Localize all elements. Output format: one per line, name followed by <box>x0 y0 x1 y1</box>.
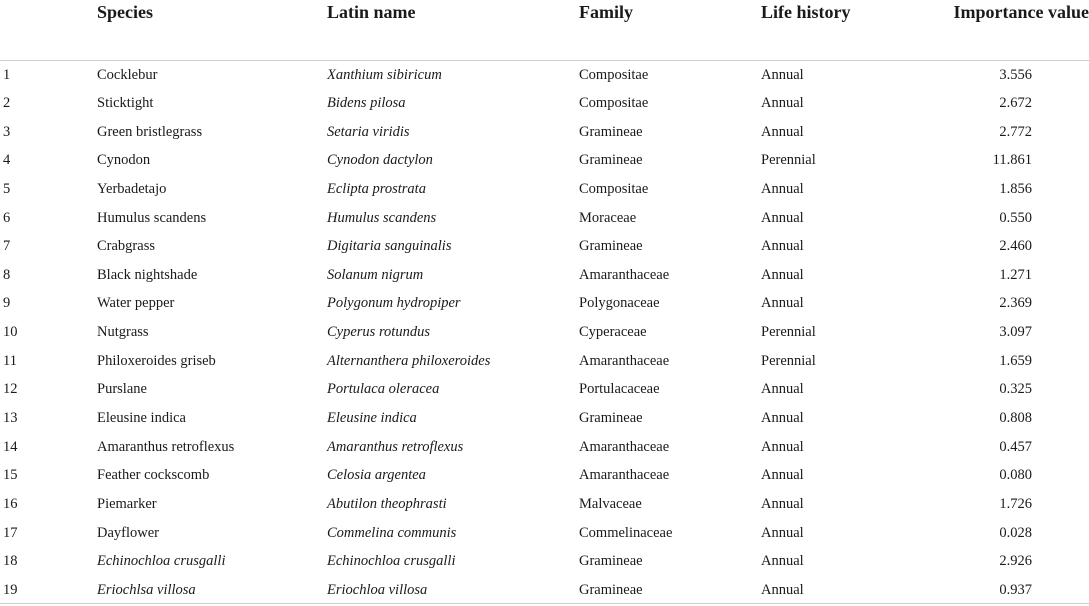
life-history: Annual <box>761 581 804 598</box>
family-name: Commelinaceae <box>579 524 673 541</box>
importance-value: 1.726 <box>999 495 1032 512</box>
life-history: Annual <box>761 495 804 512</box>
importance-value: 1.659 <box>999 352 1032 369</box>
row-number: 11 <box>3 352 17 369</box>
latin-name: Commelina communis <box>327 524 457 541</box>
family-name: Cyperaceae <box>579 324 647 341</box>
row-number: 13 <box>3 410 18 426</box>
row-number: 18 <box>3 553 18 570</box>
importance-value: 1.271 <box>999 266 1032 283</box>
life-history: Annual <box>761 524 804 541</box>
family-name: Amaranthaceae <box>579 438 670 455</box>
table-row <box>0 146 1089 175</box>
importance-value: 3.556 <box>999 66 1032 83</box>
latin-name: Polygonum hydropiper <box>327 295 461 312</box>
life-history: Annual <box>761 209 804 226</box>
species-name: Philoxeroides griseb <box>97 352 216 369</box>
latin-name: Eleusine indica <box>327 410 417 426</box>
family-name: Gramineae <box>579 410 643 426</box>
row-number: 8 <box>3 266 11 283</box>
latin-name: Cynodon dactylon <box>327 152 433 169</box>
table-row <box>0 117 1089 146</box>
family-name: Gramineae <box>579 152 643 169</box>
header-life-history: Life history <box>761 2 851 22</box>
species-name: Sticktight <box>97 94 154 111</box>
table-row <box>0 576 1089 605</box>
importance-value: 2.369 <box>999 295 1032 312</box>
importance-value: 0.325 <box>999 381 1032 398</box>
bottom-divider <box>0 603 1089 604</box>
latin-name: Eclipta prostrata <box>327 180 426 197</box>
species-name: Yerbadetajo <box>97 180 167 197</box>
family-name: Compositae <box>579 66 649 83</box>
species-name: Water pepper <box>97 295 175 312</box>
species-name: Piemarker <box>97 495 157 512</box>
family-name: Amaranthaceae <box>579 352 670 369</box>
latin-name: Celosia argentea <box>327 467 426 484</box>
species-name: Crabgrass <box>97 238 155 255</box>
table-row <box>0 175 1089 204</box>
life-history: Annual <box>761 238 804 255</box>
latin-name: Setaria viridis <box>327 123 410 140</box>
family-name: Gramineae <box>579 581 643 598</box>
importance-value: 1.856 <box>999 180 1032 197</box>
importance-value: 0.937 <box>999 581 1032 598</box>
latin-name: Amaranthus retroflexus <box>327 438 464 455</box>
importance-value: 0.080 <box>999 467 1032 484</box>
family-name: Moraceae <box>579 209 637 226</box>
table-row <box>0 346 1089 375</box>
row-number: 12 <box>3 381 18 398</box>
table-row <box>0 289 1089 318</box>
species-name: Eleusine indica <box>97 410 186 426</box>
life-history: Annual <box>761 295 804 312</box>
family-name: Compositae <box>579 180 649 197</box>
family-name: Portulacaceae <box>579 381 660 398</box>
family-name: Amaranthaceae <box>579 266 670 283</box>
table-row <box>0 203 1089 232</box>
row-number: 2 <box>3 94 11 111</box>
family-name: Compositae <box>579 94 649 111</box>
table-body <box>0 60 1089 604</box>
family-name: Gramineae <box>579 238 643 255</box>
species-name: Dayflower <box>97 524 160 541</box>
header-latin-name: Latin name <box>327 2 416 22</box>
life-history: Annual <box>761 66 804 83</box>
row-number: 6 <box>3 209 11 226</box>
latin-name: Xanthium sibiricum <box>327 66 442 83</box>
latin-name: Bidens pilosa <box>327 94 406 111</box>
row-number: 7 <box>3 238 11 255</box>
header-species: Species <box>97 2 153 22</box>
species-name: Purslane <box>97 381 147 398</box>
importance-value: 0.457 <box>999 438 1032 455</box>
table-row <box>0 232 1089 261</box>
table-header-row <box>0 0 1089 30</box>
row-number: 19 <box>3 581 18 598</box>
life-history: Annual <box>761 123 804 140</box>
table-row <box>0 89 1089 118</box>
importance-value: 2.926 <box>999 553 1032 570</box>
family-name: Malvaceae <box>579 495 642 512</box>
header-importance-value: Importance value <box>953 2 1089 22</box>
importance-value: 2.460 <box>999 238 1032 255</box>
family-name: Amaranthaceae <box>579 467 670 484</box>
table-row <box>0 518 1089 547</box>
life-history: Perennial <box>761 152 816 169</box>
header-divider <box>0 30 1089 60</box>
table-row <box>0 404 1089 433</box>
row-number: 14 <box>3 438 18 455</box>
life-history: Annual <box>761 94 804 111</box>
latin-name: Abutilon theophrasti <box>327 495 447 512</box>
table-row <box>0 490 1089 519</box>
latin-name: Solanum nigrum <box>327 266 424 283</box>
family-name: Gramineae <box>579 553 643 570</box>
life-history: Annual <box>761 467 804 484</box>
latin-name: Portulaca oleracea <box>327 381 440 398</box>
latin-name: Digitaria sanguinalis <box>327 238 452 255</box>
table-row <box>0 260 1089 289</box>
species-name: Feather cockscomb <box>97 467 210 484</box>
life-history: Perennial <box>761 324 816 341</box>
species-name: Humulus scandens <box>97 209 207 226</box>
life-history: Annual <box>761 553 804 570</box>
importance-value: 0.808 <box>999 410 1032 426</box>
species-name: Cynodon <box>97 152 151 169</box>
family-name: Gramineae <box>579 123 643 140</box>
life-history: Annual <box>761 438 804 455</box>
latin-name: Cyperus rotundus <box>327 324 430 341</box>
header-number <box>0 0 97 30</box>
row-number: 4 <box>3 152 11 169</box>
species-name: Amaranthus retroflexus <box>97 438 235 455</box>
life-history: Annual <box>761 266 804 283</box>
importance-value: 0.028 <box>999 524 1032 541</box>
species-name: Echinochloa crusgalli <box>97 553 226 570</box>
table-row <box>0 318 1089 347</box>
life-history: Annual <box>761 381 804 398</box>
importance-value: 2.772 <box>999 123 1032 140</box>
importance-value: 3.097 <box>999 324 1032 341</box>
species-name: Eriochlsa villosa <box>97 581 196 598</box>
life-history: Perennial <box>761 352 816 369</box>
importance-value: 0.550 <box>999 209 1032 226</box>
table-row <box>0 375 1089 404</box>
latin-name: Eriochloa villosa <box>327 581 428 598</box>
table-row <box>0 60 1089 89</box>
row-number: 5 <box>3 180 11 197</box>
row-number: 3 <box>3 123 11 140</box>
row-number: 1 <box>3 66 11 83</box>
life-history: Annual <box>761 180 804 197</box>
importance-value: 2.672 <box>999 94 1032 111</box>
row-number: 16 <box>3 495 18 512</box>
importance-value: 11.861 <box>992 152 1032 169</box>
latin-name: Echinochloa crusgalli <box>327 553 456 570</box>
table-row <box>0 461 1089 490</box>
species-name: Black nightshade <box>97 266 198 283</box>
species-name: Nutgrass <box>97 324 149 341</box>
header-family: Family <box>579 2 633 22</box>
table-row <box>0 432 1089 461</box>
life-history: Annual <box>761 410 804 426</box>
species-name: Cocklebur <box>97 66 158 83</box>
row-number: 10 <box>3 324 18 341</box>
family-name: Polygonaceae <box>579 295 660 312</box>
latin-name: Alternanthera philoxeroides <box>327 352 491 369</box>
species-name: Green bristlegrass <box>97 123 203 140</box>
row-number: 9 <box>3 295 11 312</box>
row-number: 15 <box>3 467 18 484</box>
table-row <box>0 547 1089 576</box>
row-number: 17 <box>3 524 18 541</box>
latin-name: Humulus scandens <box>327 209 437 226</box>
